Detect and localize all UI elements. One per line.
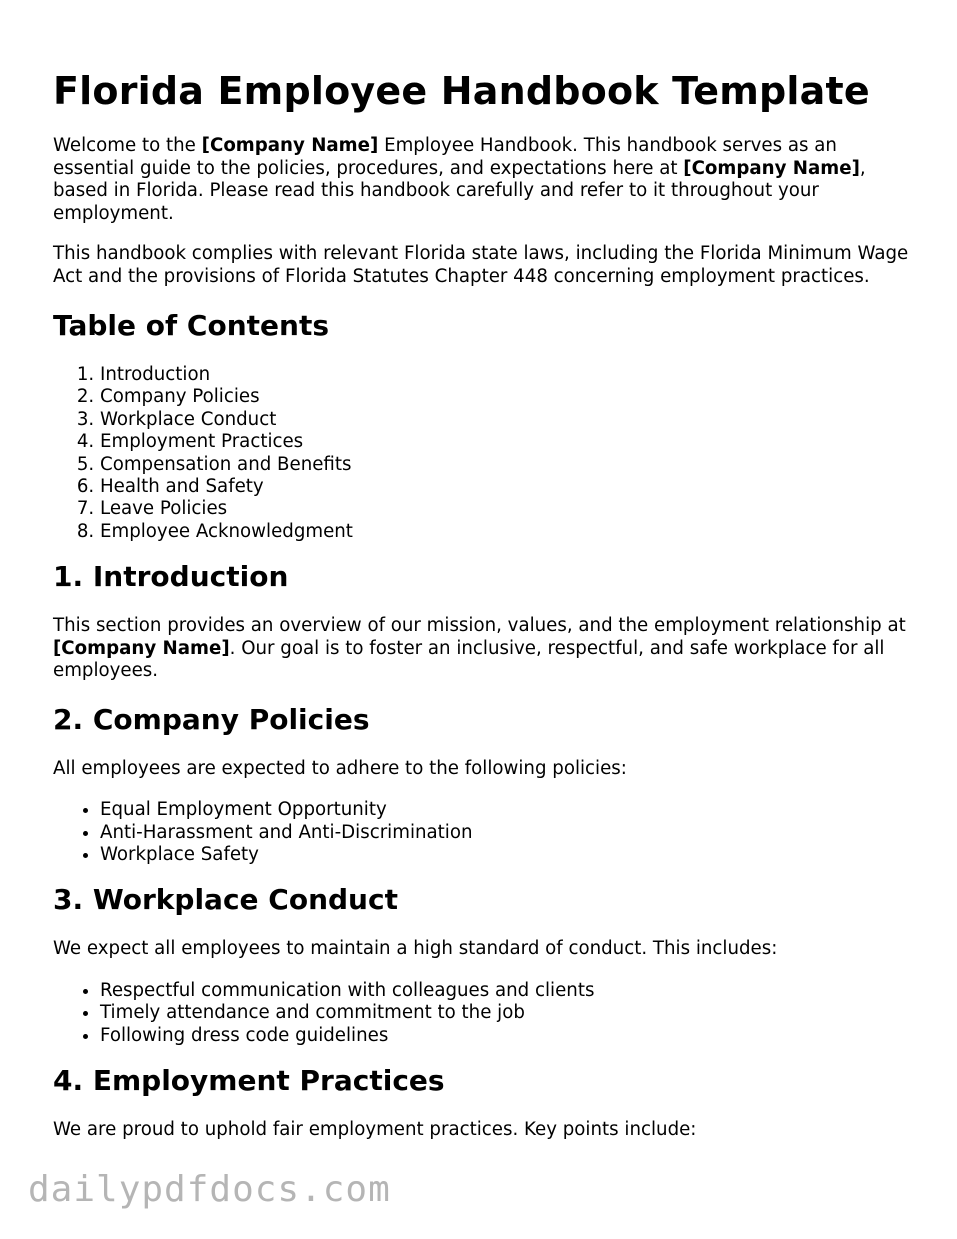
toc-item: 6. Health and Safety [100,476,913,498]
intro-paragraph-2: This handbook complies with relevant Florida state laws, including the Florida Minimum Wage Act and the provisions of Florida Statutes Chapter 448 concerning employment practices. [53,243,909,287]
toc-list [53,364,913,543]
list-item: • Equal Employment Opportunity [100,799,913,821]
list-item: • Following dress code guidelines [100,1025,913,1047]
toc-item: 2. Company Policies [100,386,913,408]
toc-item: 7. Leave Policies [100,498,913,520]
company-name-placeholder: [Company Name] [201,135,379,156]
list-item: • Timely attendance and commitment to the job [100,1002,913,1024]
document-title: Florida Employee Handbook Template [53,69,870,113]
toc-item: 5. Compensation and Benefits [100,454,913,476]
section-heading-workplace-conduct: 3. Workplace Conduct [53,883,398,917]
section-heading-introduction: 1. Introduction [53,560,289,594]
list-item: • Workplace Safety [100,844,913,866]
list-item: • Respectful communication with colleagues and clients [100,980,913,1002]
document-page [53,0,913,1142]
conduct-paragraph: We expect all employees to maintain a high standard of conduct. This includes: [53,938,778,960]
toc-item: 3. Workplace Conduct [100,409,913,431]
policies-list [53,799,913,866]
section-heading-company-policies: 2. Company Policies [53,702,370,736]
conduct-list [53,980,913,1047]
practices-paragraph: We are proud to uphold fair employment practices. Key points include: [53,1119,697,1141]
watermark: dailypdfdocs.com [28,1169,391,1210]
introduction-text-2: . Our goal is to foster an inclusive, respectful, and safe workplace for all employees. [53,637,885,682]
introduction-paragraph [53,615,913,683]
list-item: • Anti-Harassment and Anti-Discrimination [100,822,913,844]
intro-paragraph-1 [53,135,913,225]
toc-item: 4. Employment Practices [100,431,913,453]
toc-item: 8. Employee Acknowledgment [100,521,913,543]
company-name-placeholder: [Company Name] [53,637,230,659]
toc-heading: Table of Contents [53,309,330,342]
section-heading-employment-practices: 4. Employment Practices [53,1064,445,1098]
intro-text-2: Employee Handbook. This handbook serves as an essential guide to the policies, procedures, and expectations here at [53,135,837,179]
toc-item: 1. Introduction [100,364,913,386]
introduction-text-1: This section provides an overview of our mission, values, and the employment relationship at [53,615,906,637]
company-name-placeholder: [Company Name] [683,157,860,179]
intro-text-1: Welcome to the [53,135,202,156]
policies-paragraph: All employees are expected to adhere to the following policies: [53,757,627,779]
intro-text-3: , based in Florida. Please read this handbook carefully and refer to it throughout your employment. [53,157,866,224]
